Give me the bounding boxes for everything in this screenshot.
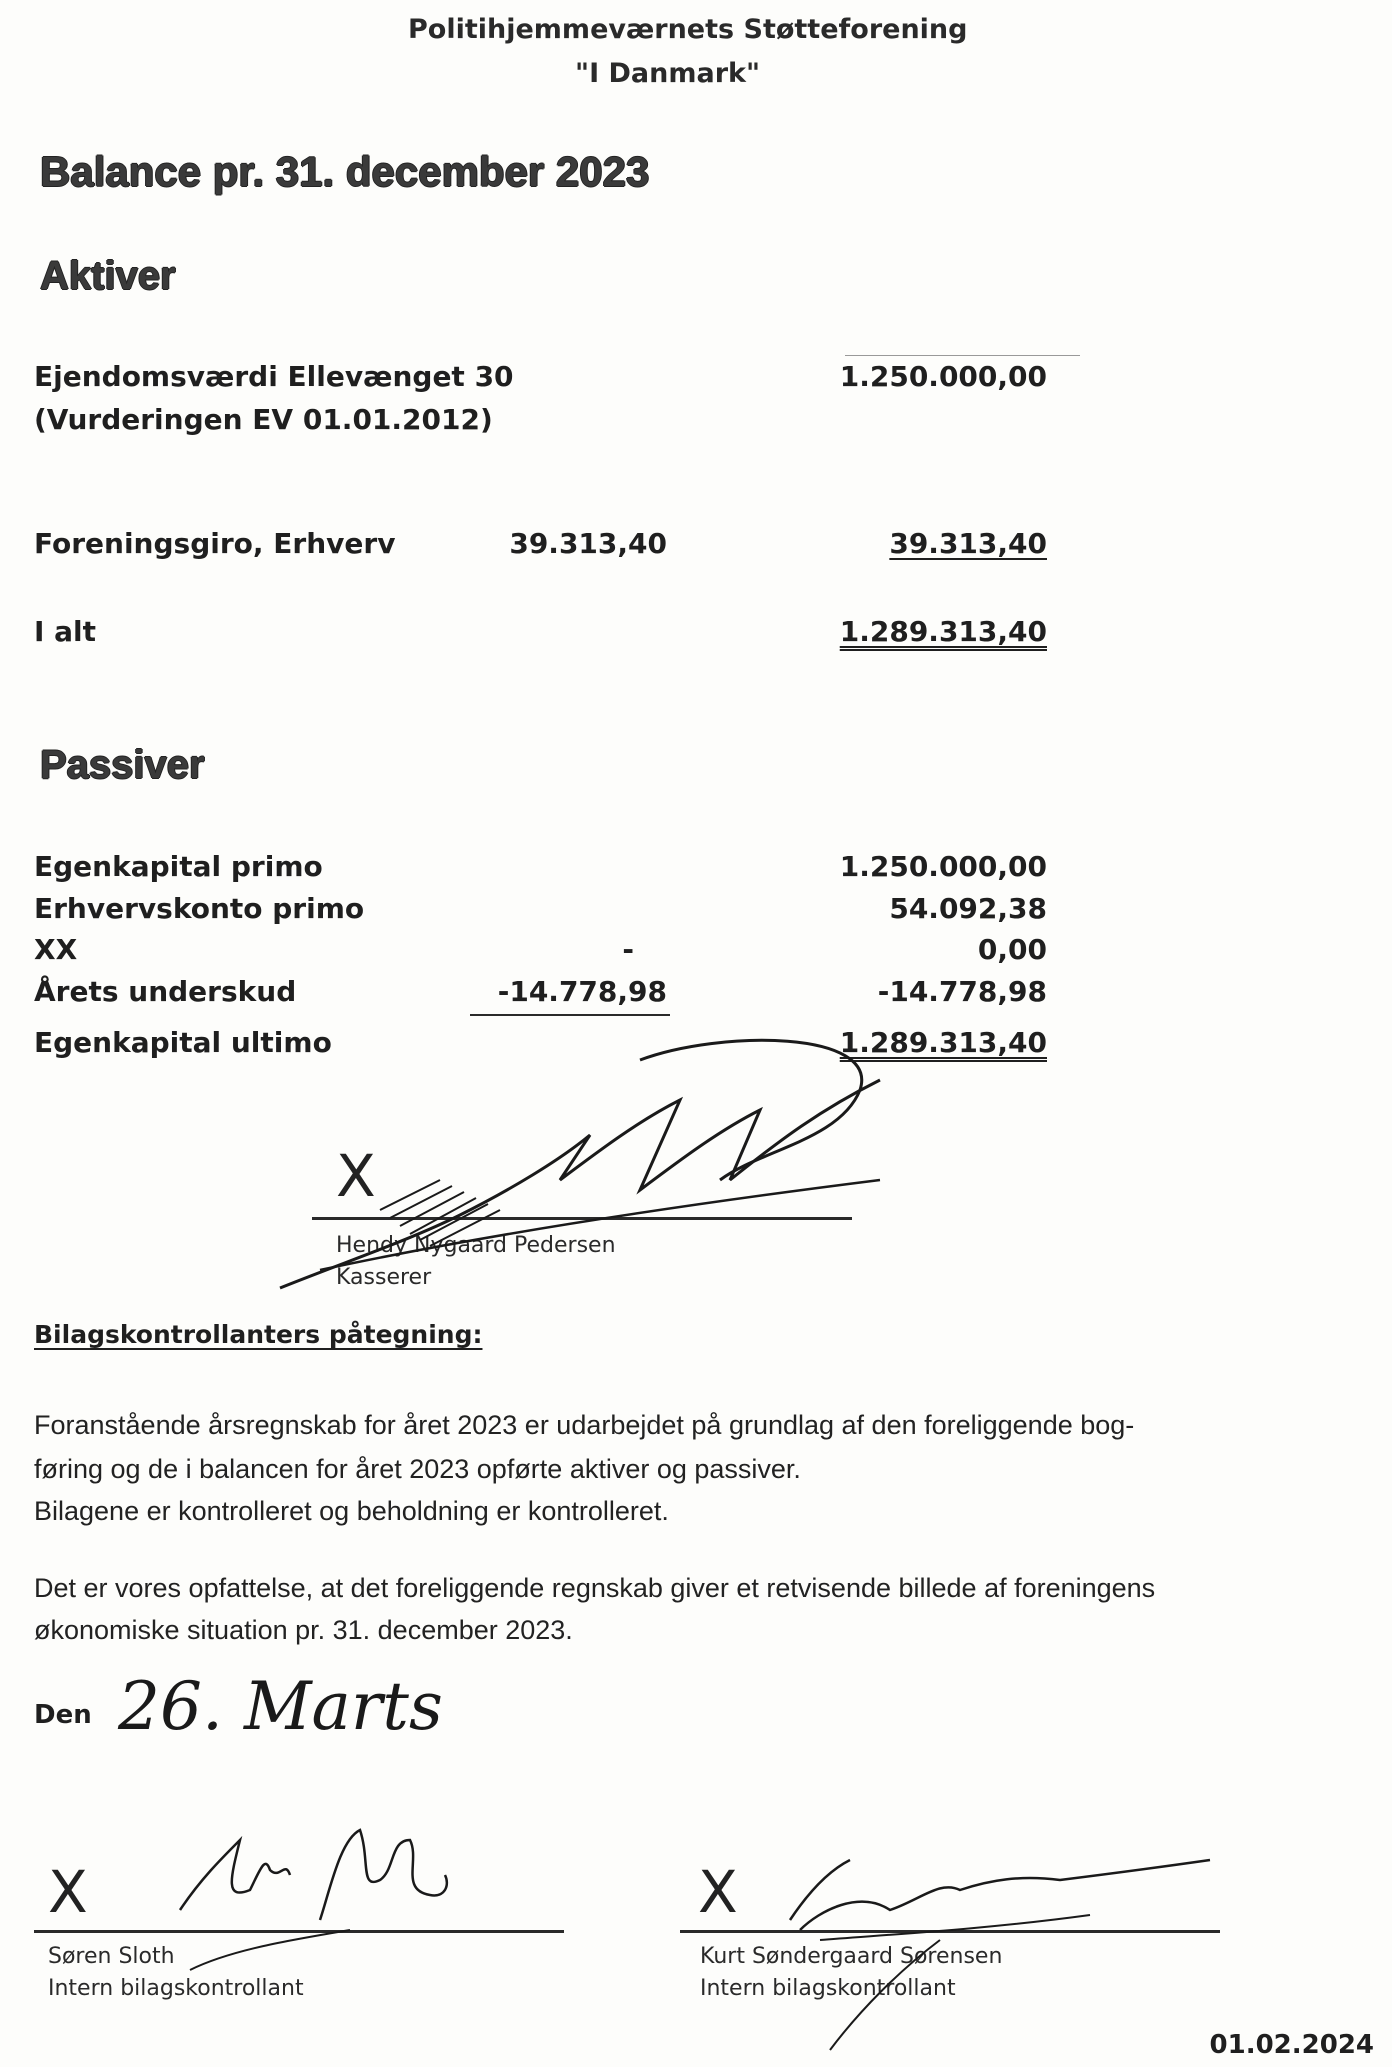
passiver-row-label: Årets underskud: [34, 975, 297, 1008]
property-note: (Vurderingen EV 01.01.2012): [34, 403, 493, 436]
endorsement-paragraph-line: Bilagene er kontrolleret og beholdning er kontrolleret.: [34, 1496, 669, 1526]
giro-mid-value: 39.313,40: [509, 527, 667, 560]
auditor-role: Intern bilagskontrollant: [700, 1976, 956, 2001]
auditor-2-signature: [760, 1820, 1220, 2050]
endorsement-paragraph-line: Foranstående årsregnskab for året 2023 er udarbejdet på grundlag af den foreliggende bog-: [34, 1410, 1135, 1440]
passiver-row-value: -14.778,98: [877, 975, 1047, 1008]
aktiver-total-value: 1.289.313,40: [839, 615, 1047, 648]
value-column-line: [845, 355, 1080, 356]
passiver-row-label: Egenkapital primo: [34, 850, 323, 883]
handwritten-date: 26. Marts: [118, 1668, 443, 1745]
aktiver-total-label: I alt: [34, 615, 97, 648]
footer-date: 01.02.2024: [1209, 2030, 1374, 2060]
auditor-x-mark: X: [698, 1858, 738, 1926]
giro-label: Foreningsgiro, Erhverv: [34, 527, 396, 560]
passiver-heading: Passiver: [40, 743, 205, 787]
endorsement-paragraph-line: økonomiske situation pr. 31. december 2023.: [34, 1615, 573, 1645]
endorsement-heading: Bilagskontrollanters påtegning:: [34, 1320, 483, 1349]
passiver-row-mid: -14.778,98: [497, 975, 667, 1008]
passiver-row-value: 1.250.000,00: [839, 850, 1047, 883]
passiver-row-value: 54.092,38: [889, 892, 1047, 925]
treasurer-x-mark: X: [336, 1142, 376, 1210]
passiver-row-mid: -: [622, 933, 634, 966]
treasurer-role: Kasserer: [336, 1265, 432, 1290]
auditor-role: Intern bilagskontrollant: [48, 1976, 304, 2001]
document-title: Balance pr. 31. december 2023: [40, 148, 650, 195]
aktiver-heading: Aktiver: [40, 254, 176, 298]
passiver-row-value: 0,00: [977, 933, 1047, 966]
org-name: Politihjemmeværnets Støtteforening: [408, 14, 968, 45]
subtotal-rule: [470, 1014, 670, 1016]
auditor-name: Søren Sloth: [48, 1944, 175, 1969]
auditor-name: Kurt Søndergaard Sørensen: [700, 1944, 1003, 1969]
passiver-row-label: Erhvervskonto primo: [34, 892, 365, 925]
endorsement-paragraph-line: føring og de i balancen for året 2023 opførte aktiver og passiver.: [34, 1454, 801, 1484]
treasurer-signature: [260, 1040, 900, 1300]
passiver-total-label: Egenkapital ultimo: [34, 1026, 332, 1059]
giro-value: 39.313,40: [889, 527, 1047, 560]
passiver-row-label: XX: [34, 933, 78, 966]
endorsement-paragraph-line: Det er vores opfattelse, at det foreliggende regnskab giver et retvisende billede af foreningens: [34, 1573, 1156, 1603]
auditor-1-signature: [170, 1800, 470, 1980]
property-value: 1.250.000,00: [839, 360, 1047, 393]
treasurer-name: Hendy Nygaard Pedersen: [336, 1233, 616, 1258]
auditor-x-mark: X: [48, 1858, 88, 1926]
passiver-total-value: 1.289.313,40: [839, 1026, 1047, 1059]
org-subtitle: "I Danmark": [575, 58, 761, 89]
property-label: Ejendomsværdi Ellevænget 30: [34, 360, 514, 393]
date-prefix: Den: [34, 1700, 92, 1730]
